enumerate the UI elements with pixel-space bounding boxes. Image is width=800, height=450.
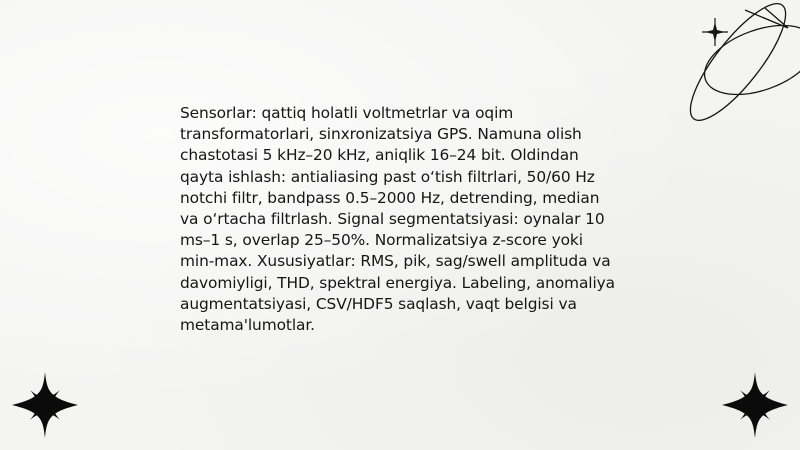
four-point-star-icon xyxy=(10,370,80,440)
four-point-star-icon xyxy=(720,370,790,440)
body-text: Sensorlar: qattiq holatli voltmetrlar va oqim transformatorlari, sinxronizatsiya GPS. Namuna olish chastotasi 5 kHz–20 kHz, aniqlik 16–24 bit. Oldindan qayta ishlash: antialiasing past o‘tish filtrlari, 50/60 Hz notchi filtr, bandpass 0.5–2000 Hz, detrending, median va o‘rtacha filtrlash. Signal segmentatsiyasi: oynalar 10 ms–1 s, overlap 25–50%. Normalizatsiya z-score yoki min-max. Xususiyatlar: RMS, pik, sag/swell amplituda va davomiyligi, THD, spektral energiya. Labeling, anomaliya augmentatsiyasi, CSV/HDF5 saqlash, vaqt belgisi va metama'lumotlar. xyxy=(180,104,615,335)
orbit-sparkle-icon xyxy=(670,0,800,150)
